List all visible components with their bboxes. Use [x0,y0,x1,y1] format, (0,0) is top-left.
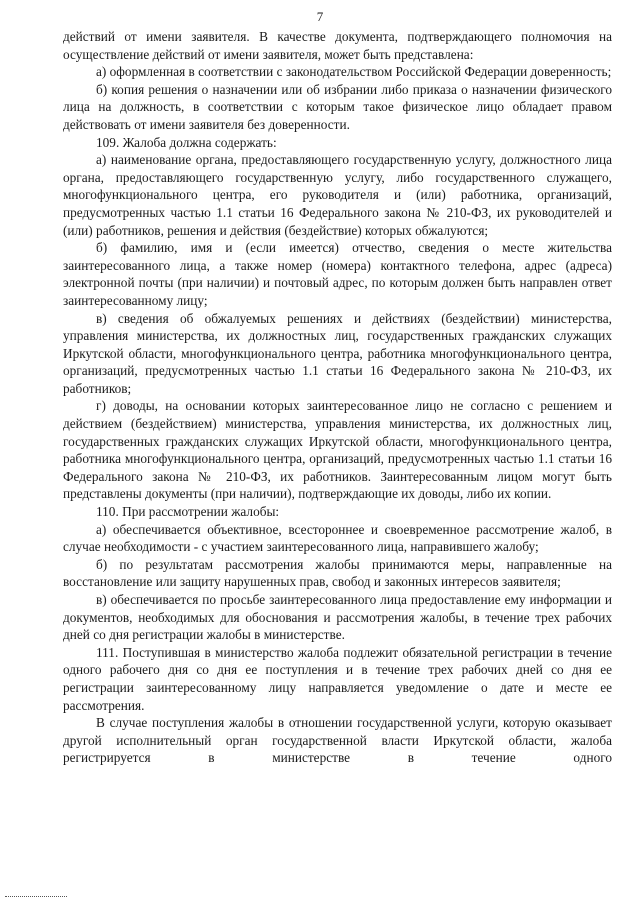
page-number: 7 [316,9,324,24]
paragraph: а) обеспечивается объективное, всестороннее и своевременное рассмотрение жалоб, в случае необходимости - с участием заинтересованного лица, направившего жалобу; [63,521,612,555]
footer-divider [5,896,67,897]
document-body [63,28,612,767]
paragraph: б) фамилию, имя и (если имеется) отчество, сведения о месте жительства заинтересованного лица, а также номер (номера) контактного телефона, адрес (адреса) электронной почты (при наличии) и почтовый адрес, по которым должен быть направлен ответ заинтересованному лицу; [63,240,612,308]
paragraph: б) по результатам рассмотрения жалобы принимаются меры, направленные на восстановление или защиту нарушенных прав, свобод и законных интересов заявителя; [63,556,612,590]
paragraph: 110. При рассмотрении жалобы: [96,504,280,520]
paragraph: действий от имени заявителя. В качестве документа, подтверждающего полномочия на осуществление действий от имени заявителя, может быть представлена: [63,29,612,62]
paragraph: В случае поступления жалобы в отношении государственной услуги, которую оказывает другой исполнительный орган государственной власти Иркутской области, жалоба регистрируется в министерстве в течение одного [63,715,612,766]
paragraph: в) сведения об обжалуемых решениях и действиях (бездействии) министерства, управления министерства, их должностных лиц, государственных гражданских служащих Иркутской области, многофункционального центра, работника многофункционального центра, организаций, предусмотренных частью 1.1 статьи 16 Федерального закона № 210-ФЗ, их работников; [63,310,612,396]
paragraph: а) наименование органа, предоставляющего государственную услугу, должностного лица органа, предоставляющего государственную услугу, либо государственного служащего, многофункционального центра, его руководителя и (или) работника, организаций, предусмотренных частью 1.1 статьи 16 Федерального закона № 210-ФЗ, их руководителей и (или) работников, решения и действия (бездействие) которых обжалуются; [63,152,612,238]
paragraph: б) копия решения о назначении или об избрании либо приказа о назначении физического лица на должность, в соответствии с которым такое физическое лицо обладает правом действовать от имени заявителя без доверенности. [63,81,612,132]
paragraph: 111. Поступившая в министерство жалоба подлежит обязательной регистрации в течение одного рабочего дня со дня ее поступления и в течение трех рабочих дней со дня ее регистрации заинтересованному лицу направляется уведомление о дате и месте ее рассмотрения. [63,644,612,713]
paragraph: а) оформленная в соответствии с законодательством Российской Федерации доверенность; [96,64,612,80]
paragraph: в) обеспечивается по просьбе заинтересованного лица предоставление ему информации и документов, необходимых для обоснования и рассмотрения жалобы, в течение трех рабочих дней со дня регистрации жалобы в министерстве. [63,592,612,643]
paragraph: г) доводы, на основании которых заинтересованное лицо не согласно с решением и действием (бездействием) министерства, управления министерства, их должностных лиц, государственных гражданских служащих Иркутской области, многофункционального центра, работника многофункционального центра, организаций, предусмотренных частью 1.1 статьи 16 Федерального закона № 210-ФЗ, их работников. Заинтересованным лицом могут быть представлены документы (при наличии), подтверждающие их доводы, либо их копии. [63,398,612,502]
paragraph: 109. Жалоба должна содержать: [96,134,277,150]
